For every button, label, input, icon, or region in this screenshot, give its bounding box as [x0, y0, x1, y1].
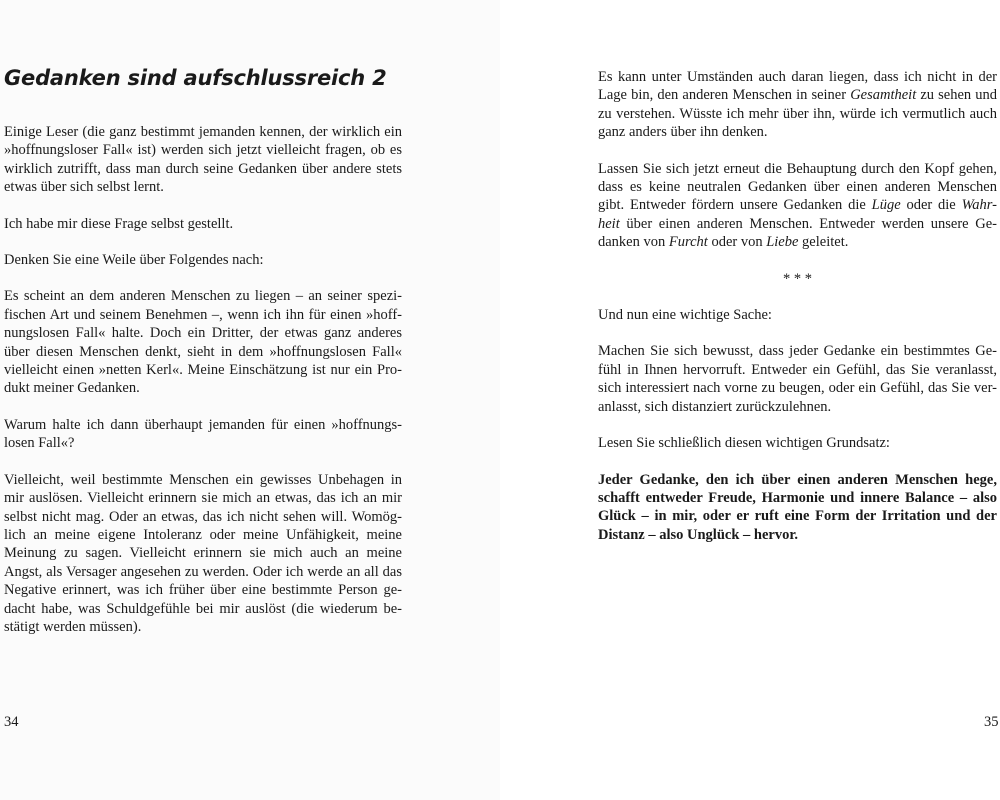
emphasis: Lüge	[871, 197, 901, 214]
paragraph: Und nun eine wichtige Sache:	[598, 307, 772, 324]
emphasis: Furcht	[668, 234, 708, 251]
paragraph: Einige Leser (die ganz bestimmt jemanden kennen, der wirklich ein »hoffnungsloser Fall« ist) werden sich jetzt vielleicht fragen, ob es wirklich zutrifft, dass man durch seine Gedanken über andere stets etwas über sich selbst lernt.	[4, 124, 402, 196]
paragraph: Es scheint an dem anderen Menschen zu liegen – an seiner spezi-fischen Art und seinem Benehmen –, wenn ich ihn für einen »hoff-nungslosen Fall« halte. Doch ein Dritter, der etwas ganz anderes über diesen Menschen denkt, sieht in dem »hoffnungslosen Fall« vielleicht einen »netten Kerl«. Meine Einschätzung ist nur ein Pro-dukt meiner Gedanken.	[4, 288, 402, 397]
paragraph: Vielleicht, weil bestimmte Menschen ein gewisses Unbehagen in mir auslösen. Vielleicht erinnern sie mich an etwas, das ich an mir selbst nicht mag. Oder an etwas, das ich nicht sehen will. Womög-lich an meine eigene Intoleranz oder meine Unfähigkeit, meine Meinung zu sagen. Vielleicht erinnern sie mich auch an meine Angst, als Versager angesehen zu werden. Oder ich werde an all das Negative erinnert, was ich früher über eine bestimmte Person ge-dacht habe, was Schuldgefühle bei mir auslöst (die wiederum be-stätigt werden müssen).	[4, 471, 402, 635]
paragraph: Machen Sie sich bewusst, dass jeder Gedanke ein bestimmtes Ge-fühl in Ihnen hervorruft. Entweder ein Gefühl, das Sie veranlasst, sich interessiert nach vorne zu beugen, oder ein Gefühl, das Sie ver-anlasst, sich distanziert zurückzulehnen.	[598, 343, 997, 415]
left-text-column	[4, 123, 402, 654]
chapter-heading: Gedanken sind aufschlussreich 2	[4, 66, 387, 90]
paragraph: Denken Sie eine Weile über Folgendes nach:	[4, 252, 264, 269]
emphasis: Wahr-heit	[598, 197, 997, 232]
paragraph: Warum halte ich dann überhaupt jemanden für einen »hoffnungs-losen Fall«?	[4, 416, 402, 452]
emphasis: Liebe	[766, 234, 799, 251]
paragraph: Es kann unter Umständen auch daran liegen, dass ich nicht in der Lage bin, den anderen Menschen in seiner Gesamtheit zu sehen und zu verstehen. Wüsste ich mehr über ihn, würde ich vermutlich auch ganz anders über ihn denken.	[598, 69, 997, 141]
right-page	[500, 0, 1000, 800]
paragraph: Lassen Sie sich jetzt erneut die Behauptung durch den Kopf gehen, dass es keine neutralen Gedanken über einen anderen Menschen gibt. Entweder fördern unsere Gedanken die Lüge oder die Wahr-heit über einen anderen Menschen. Entweder werden unsere Ge-danken von Furcht oder von Liebe geleitet.	[598, 160, 997, 251]
page-number-right: 35	[984, 714, 999, 730]
paragraph: Lesen Sie schließlich diesen wichtigen Grundsatz:	[598, 435, 890, 452]
section-separator: * * *	[783, 270, 812, 287]
right-text-column	[598, 68, 997, 562]
principle-statement: Jeder Gedanke, den ich über einen anderen Menschen hege, schafft entweder Freude, Harmonie und innere Balance – also Glück – in mir, oder er ruft eine Form der Irritation und der Distanz – also Unglück – hervor.	[598, 471, 997, 543]
paragraph: Ich habe mir diese Frage selbst gestellt.	[4, 215, 234, 232]
page-number-left: 34	[4, 714, 19, 730]
emphasis: Gesamtheit	[850, 87, 917, 104]
